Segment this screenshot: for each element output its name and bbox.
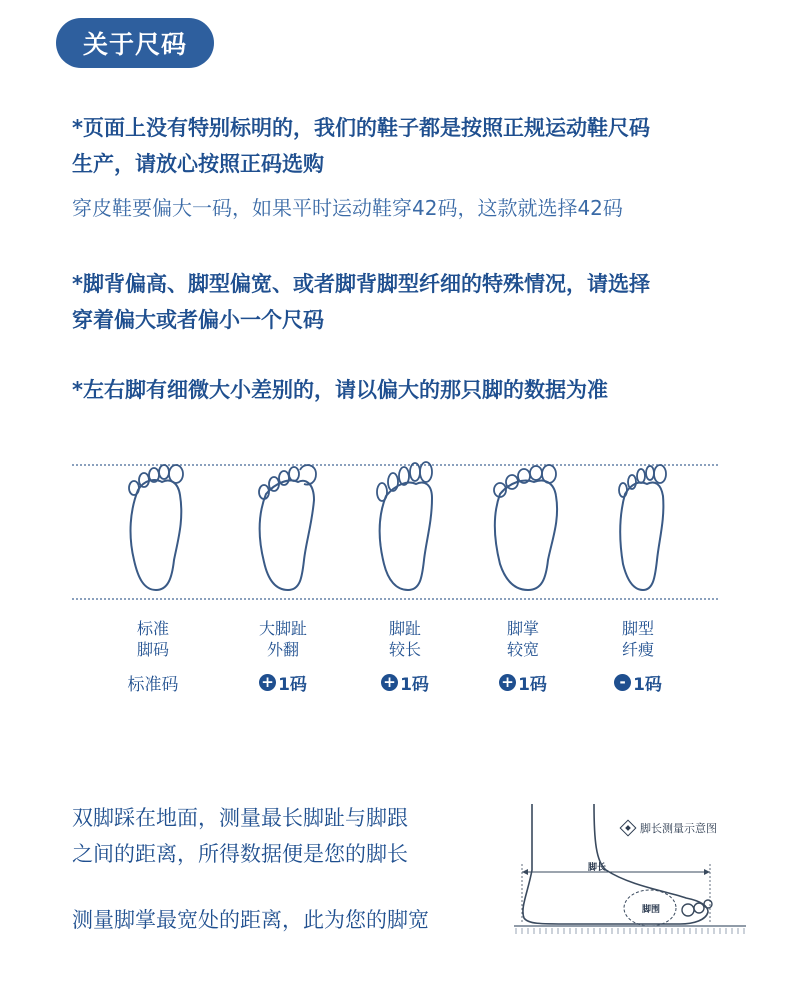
foot-label-line: 外翻 bbox=[266, 640, 299, 659]
foot-label-wide bbox=[468, 618, 578, 660]
foot-measure-diagram bbox=[510, 800, 750, 940]
note-line: *页面上没有特别标明的，我们的鞋子都是按照正规运动鞋尺码 bbox=[72, 116, 650, 140]
measure-line: 双脚踩在地面，测量最长脚趾与脚跟 bbox=[72, 806, 408, 830]
size-wide bbox=[468, 670, 578, 695]
foot-label-line: 标准 bbox=[136, 619, 169, 638]
foot-long-toes-icon bbox=[350, 460, 460, 595]
foot-label-slim bbox=[583, 618, 693, 660]
measure-length-text bbox=[72, 800, 502, 872]
note-special-feet bbox=[72, 266, 752, 338]
foot-slim-icon bbox=[585, 460, 695, 595]
size-text: 1码 bbox=[633, 675, 662, 695]
foot-standard-icon bbox=[100, 460, 210, 595]
size-text: 1码 bbox=[518, 675, 547, 695]
note-standard-size bbox=[72, 110, 752, 182]
divider-bottom bbox=[72, 598, 718, 600]
foot-label-line: 大脚趾 bbox=[258, 619, 307, 638]
size-text: 标准码 bbox=[127, 675, 179, 695]
size-long-toes bbox=[350, 670, 460, 695]
foot-label-line: 脚掌 bbox=[506, 619, 539, 638]
note-line: *脚背偏高、脚型偏宽、或者脚背脚型纤细的特殊情况，请选择 bbox=[72, 272, 650, 296]
foot-label-line: 较长 bbox=[388, 640, 421, 659]
measure-width-text: 测量脚掌最宽处的距离，此为您的脚宽 bbox=[72, 908, 429, 932]
size-text: 1码 bbox=[278, 675, 307, 695]
note-line: 生产，请放心按照正码选购 bbox=[72, 152, 324, 176]
note-leather-shoes: 穿皮鞋要偏大一码，如果平时运动鞋穿42码，这款就选择42码 bbox=[72, 196, 623, 220]
size-standard bbox=[98, 670, 208, 695]
plus-icon: + bbox=[381, 674, 398, 691]
size-slim bbox=[583, 670, 693, 695]
foot-label-long-toes bbox=[350, 618, 460, 660]
size-text: 1码 bbox=[400, 675, 429, 695]
diagram-title-text: 脚长测量示意图 bbox=[640, 822, 717, 835]
size-bunion bbox=[228, 670, 338, 695]
foot-label-standard bbox=[98, 618, 208, 660]
foot-label-line: 脚码 bbox=[136, 640, 169, 659]
minus-icon: - bbox=[614, 674, 631, 691]
foot-wide-icon bbox=[470, 460, 580, 595]
page-title: 关于尺码 bbox=[56, 18, 214, 68]
note-line: 穿着偏大或者偏小一个尺码 bbox=[72, 308, 324, 332]
plus-icon: + bbox=[259, 674, 276, 691]
length-label: 脚长 bbox=[588, 863, 607, 873]
measure-line: 之间的距离，所得数据便是您的脚长 bbox=[72, 842, 408, 866]
foot-bunion-icon bbox=[230, 460, 340, 595]
foot-label-line: 纤瘦 bbox=[621, 640, 654, 659]
plus-icon: + bbox=[499, 674, 516, 691]
foot-label-line: 脚型 bbox=[621, 619, 654, 638]
foot-label-line: 脚趾 bbox=[388, 619, 421, 638]
note-left-right: *左右脚有细微大小差别的，请以偏大的那只脚的数据为准 bbox=[72, 378, 608, 402]
foot-label-line: 较宽 bbox=[506, 640, 539, 659]
girth-label: 脚围 bbox=[642, 905, 661, 915]
foot-label-bunion bbox=[228, 618, 338, 660]
